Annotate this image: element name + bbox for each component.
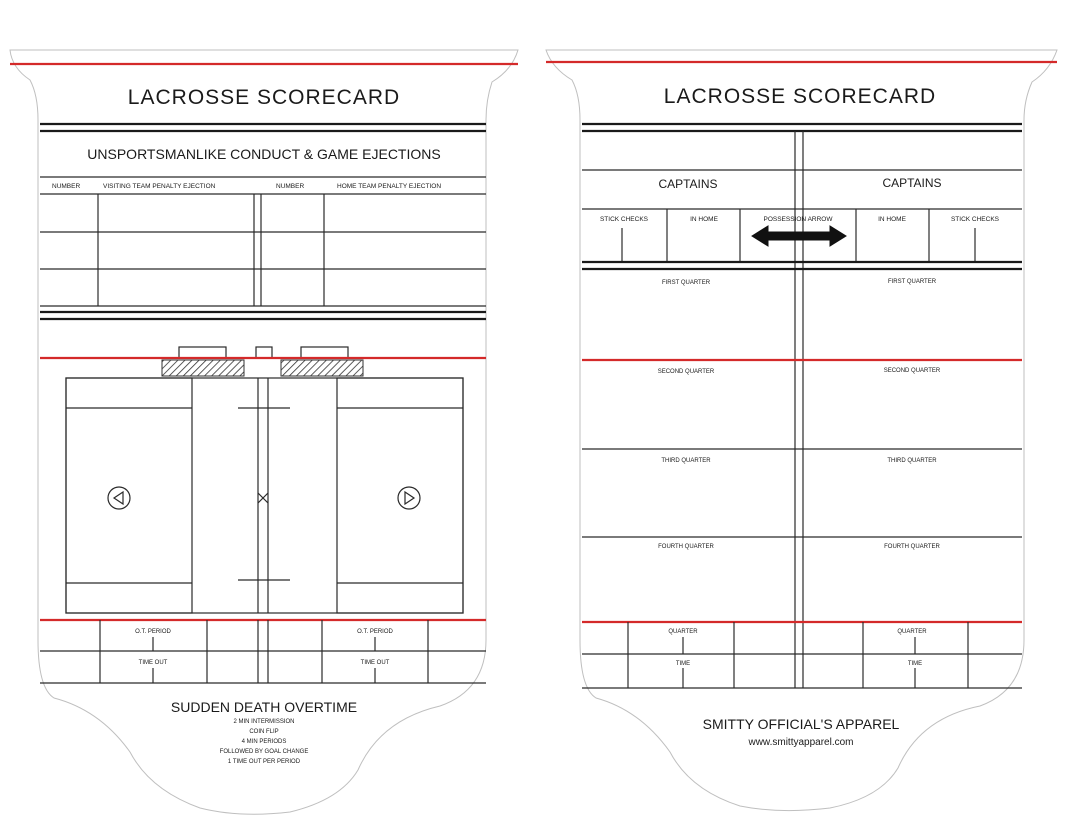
overtime-rule-1: 2 MIN INTERMISSION (233, 719, 295, 725)
time-label-left: TIME (675, 661, 691, 667)
ot-period-label-left: O.T. PERIOD (135, 629, 171, 635)
right-scorecard (546, 50, 1057, 811)
quarter-label-right: QUARTER (897, 629, 927, 635)
second-quarter-label-left: SECOND QUARTER (657, 369, 715, 375)
right-title: LACROSSE SCORECARD (663, 85, 937, 108)
overtime-heading: SUDDEN DEATH OVERTIME (170, 699, 358, 715)
in-home-label-left: IN HOME (690, 216, 718, 223)
first-quarter-label-right: FIRST QUARTER (887, 279, 937, 285)
right-card-outline (546, 50, 1057, 811)
overtime-rule-2: COIN FLIP (249, 729, 279, 735)
left-scorecard (10, 50, 518, 814)
quarter-label-left: QUARTER (668, 629, 698, 635)
stick-checks-label-left: STICK CHECKS (599, 216, 649, 223)
number-header-left: NUMBER (52, 183, 81, 190)
possession-arrow-label: POSSESSION ARROW (763, 216, 833, 223)
ejections-heading: UNSPORTSMANLIKE CONDUCT & GAME EJECTIONS (87, 146, 441, 162)
in-home-label-right: IN HOME (878, 216, 906, 223)
overtime-rule-4: FOLLOWED BY GOAL CHANGE (219, 749, 309, 755)
overtime-rule-5: 1 TIME OUT PER PERIOD (227, 759, 301, 765)
brand-url: www.smittyapparel.com (748, 737, 854, 748)
fourth-quarter-label-left: FOURTH QUARTER (658, 544, 714, 550)
captains-label-right: CAPTAINS (882, 176, 942, 190)
first-quarter-label-left: FIRST QUARTER (661, 280, 711, 286)
ot-period-label-right: O.T. PERIOD (357, 629, 393, 635)
stick-checks-label-right: STICK CHECKS (950, 216, 1000, 223)
left-title: LACROSSE SCORECARD (127, 86, 401, 109)
overtime-rule-3: 4 MIN PERIODS (241, 739, 287, 745)
time-out-label-right: TIME OUT (360, 660, 390, 666)
captains-label-left: CAPTAINS (658, 177, 718, 191)
visiting-header: VISITING TEAM PENALTY EJECTION (103, 183, 216, 190)
fourth-quarter-label-right: FOURTH QUARTER (884, 544, 940, 550)
number-header-right: NUMBER (276, 183, 305, 190)
time-out-label-left: TIME OUT (138, 660, 168, 666)
second-quarter-label-right: SECOND QUARTER (883, 368, 941, 374)
time-label-right: TIME (907, 661, 923, 667)
home-header: HOME TEAM PENALTY EJECTION (337, 183, 442, 190)
brand-name: SMITTY OFFICIAL'S APPAREL (702, 716, 900, 732)
third-quarter-label-right: THIRD QUARTER (887, 458, 937, 464)
third-quarter-label-left: THIRD QUARTER (661, 458, 711, 464)
